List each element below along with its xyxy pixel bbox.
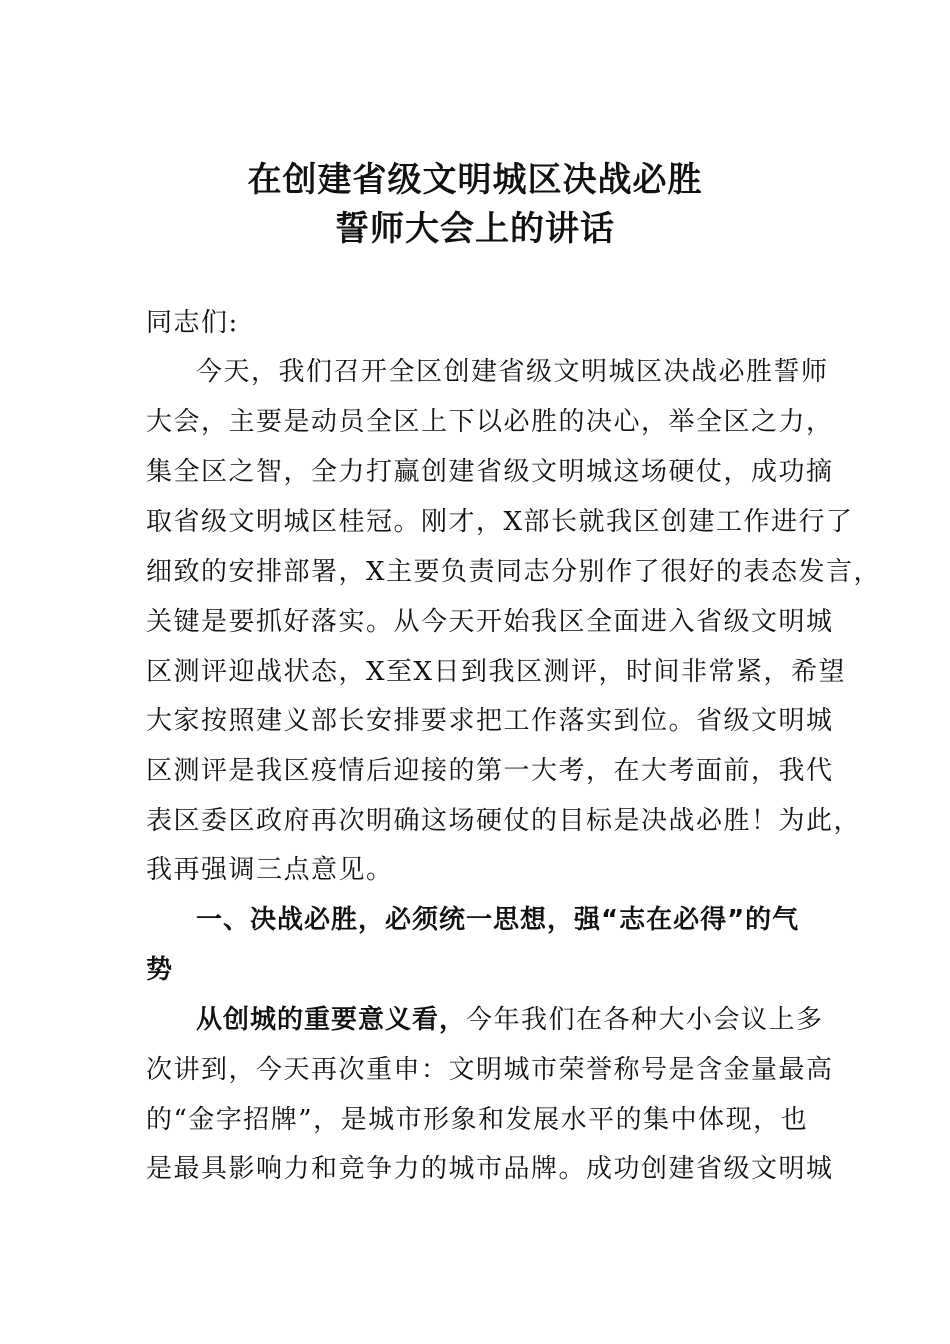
paragraph-1-line: 表区委区政府再次明确这场硬仗的目标是决战必胜！为此， (146, 806, 862, 836)
section-heading-1-continued: 势 (146, 955, 174, 985)
paragraph-2-line: 的“金字招牌”，是城市形象和发展水平的集中体现，也 (146, 1105, 809, 1135)
paragraph-1-line: 大家按照建义部长安排要求把工作落实到位。省级文明城 (146, 706, 834, 736)
paragraph-1-line: 区测评迎战状态，X至X日到我区测评，时间非常紧，希望 (146, 657, 847, 687)
paragraph-1-line: 我再强调三点意见。 (146, 855, 394, 885)
paragraph-1-line: 细致的安排部署，X主要负责同志分别作了很好的表态发言， (146, 557, 882, 587)
paragraph-1-line: 取省级文明城区桂冠。刚才，X部长就我区创建工作进行了 (146, 507, 854, 537)
salutation: 同志们: (146, 308, 239, 338)
document-title-line-2: 誓师大会上的讲话 (335, 209, 615, 249)
paragraph-1-line: 区测评是我区疫情后迎接的第一大考，在大考面前，我代 (146, 756, 834, 786)
section-heading-1: 一、决战必胜，必须统一思想，强“志在必得”的气 (196, 905, 800, 935)
paragraph-1-line: 关键是要抓好落实。从今天开始我区全面进入省级文明城 (146, 607, 834, 637)
paragraph-2-first-line-rest: 今年我们在各种大小会议上多 (466, 1005, 824, 1035)
paragraph-2-line: 次讲到，今天再次重申：文明城市荣誉称号是含金量最高 (146, 1055, 834, 1085)
paragraph-1-line: 大会，主要是动员全区上下以必胜的决心，举全区之力， (146, 407, 834, 437)
paragraph-1-line: 集全区之智，全力打赢创建省级文明城这场硬仗，成功摘 (146, 457, 834, 487)
paragraph-2-lead-phrase: 从创城的重要意义看， (196, 1005, 467, 1035)
paragraph-2-first-line (196, 1003, 824, 1037)
document-title-line-1: 在创建省级文明城区决战必胜 (247, 160, 703, 200)
paragraph-2-line: 是最具影响力和竞争力的城市品牌。成功创建省级文明城 (146, 1154, 834, 1184)
paragraph-1-line: 今天，我们召开全区创建省级文明城区决战必胜誓师 (196, 357, 829, 387)
